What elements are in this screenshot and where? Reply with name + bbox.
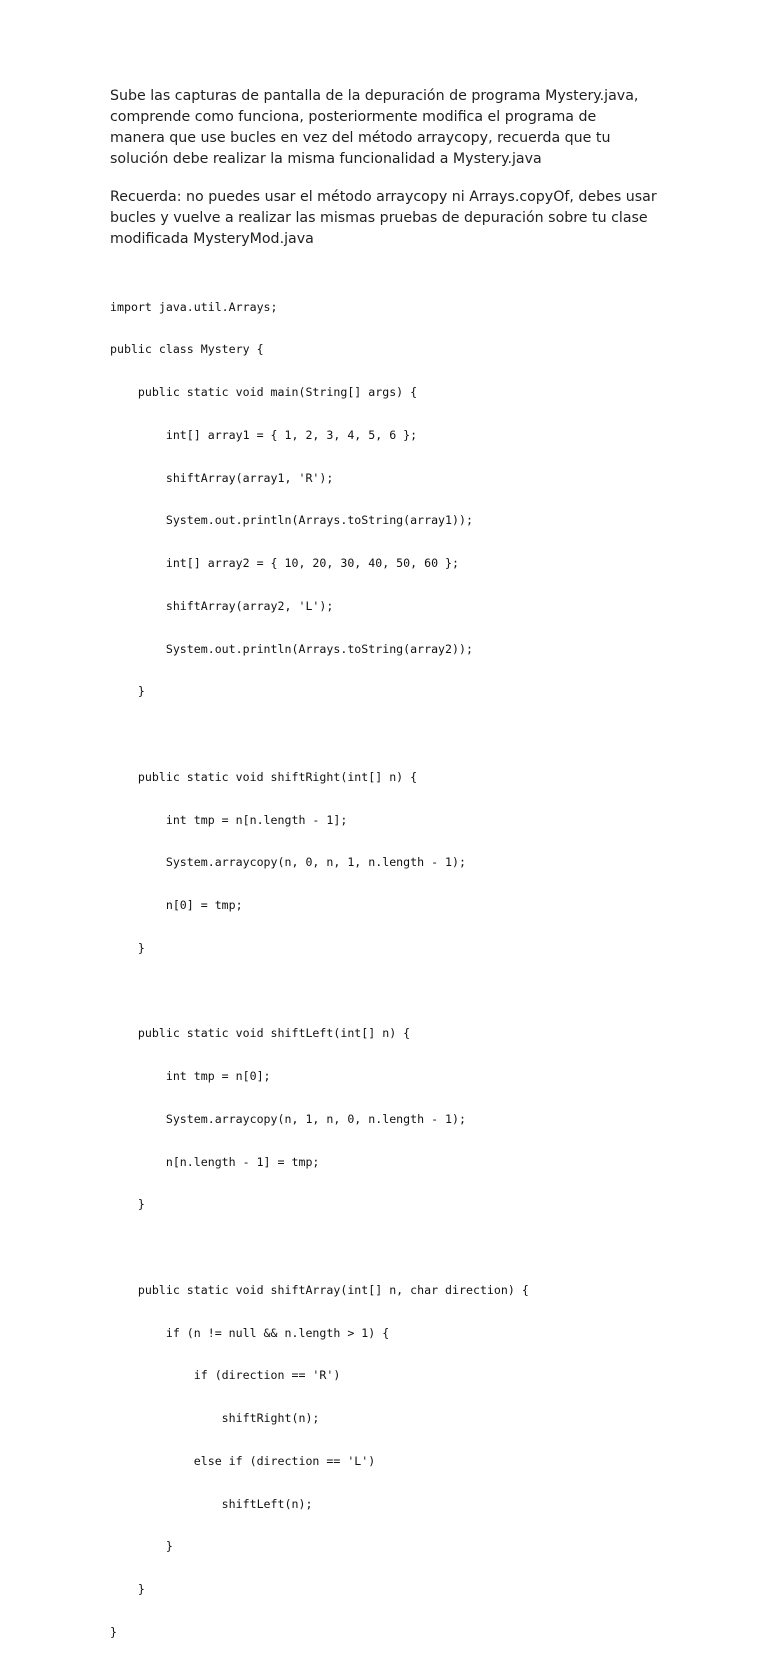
code-listing — [110, 271, 670, 1668]
code-line: } — [110, 1582, 145, 1596]
code-line: int[] array2 = { 10, 20, 30, 40, 50, 60 }; — [110, 556, 460, 570]
code-line: } — [110, 684, 145, 699]
paragraph-line: comprende como funciona, posteriormente modifica el programa de — [110, 109, 597, 125]
code-line: System.arraycopy(n, 0, n, 1, n.length - 1); — [110, 855, 466, 870]
paragraph-line: bucles y vuelve a realizar las mismas pruebas de depuración sobre tu clase — [110, 210, 648, 226]
instructions-paragraph — [110, 86, 670, 170]
code-line: } — [110, 940, 145, 955]
code-line: shiftArray(array2, 'L'); — [110, 598, 334, 613]
paragraph-line: manera que use bucles en vez del método arraycopy, recuerda que tu — [110, 130, 611, 146]
code-line — [110, 984, 670, 998]
code-line: public class Mystery { — [110, 342, 264, 357]
paragraph-line: solución debe realizar la misma funcionalidad a Mystery.java — [110, 151, 542, 167]
paragraph-line: modificada MysteryMod.java — [110, 231, 314, 247]
code-line: System.out.println(Arrays.toString(array2)); — [110, 641, 473, 656]
code-line: public static void shiftArray(int[] n, char direction) { — [110, 1282, 529, 1297]
code-line: public static void shiftRight(int[] n) { — [110, 769, 418, 784]
code-line: int tmp = n[0]; — [110, 1069, 271, 1083]
code-line: shiftRight(n); — [110, 1411, 320, 1425]
code-line: } — [110, 1539, 173, 1554]
document-content — [110, 86, 670, 1668]
paragraph-line: Recuerda: no puedes usar el método arraycopy ni Arrays.copyOf, debes usar — [110, 189, 657, 205]
code-line: System.out.println(Arrays.toString(array1)); — [110, 513, 473, 528]
code-line: } — [110, 1197, 145, 1212]
code-line: else if (direction == 'L') — [110, 1453, 376, 1468]
code-line: if (n != null && n.length > 1) { — [110, 1325, 390, 1340]
code-line: n[n.length - 1] = tmp; — [110, 1154, 320, 1169]
code-line: int[] array1 = { 1, 2, 3, 4, 5, 6 }; — [110, 427, 418, 442]
code-line: System.arraycopy(n, 1, n, 0, n.length - 1); — [110, 1111, 466, 1126]
paragraph-line: Sube las capturas de pantalla de la depuración de programa Mystery.java, — [110, 88, 639, 104]
code-line: public static void shiftLeft(int[] n) { — [110, 1026, 411, 1041]
code-line: import java.util.Arrays; — [110, 299, 278, 314]
code-line: n[0] = tmp; — [110, 898, 243, 912]
code-line: } — [110, 1624, 117, 1639]
reminder-paragraph — [110, 187, 670, 250]
code-line: shiftLeft(n); — [110, 1496, 313, 1511]
code-line: if (direction == 'R') — [110, 1368, 341, 1383]
code-line: public static void main(String[] args) { — [110, 385, 418, 399]
code-line — [110, 727, 670, 741]
code-line: shiftArray(array1, 'R'); — [110, 470, 334, 485]
code-line — [110, 1240, 670, 1254]
code-line: int tmp = n[n.length - 1]; — [110, 812, 348, 827]
